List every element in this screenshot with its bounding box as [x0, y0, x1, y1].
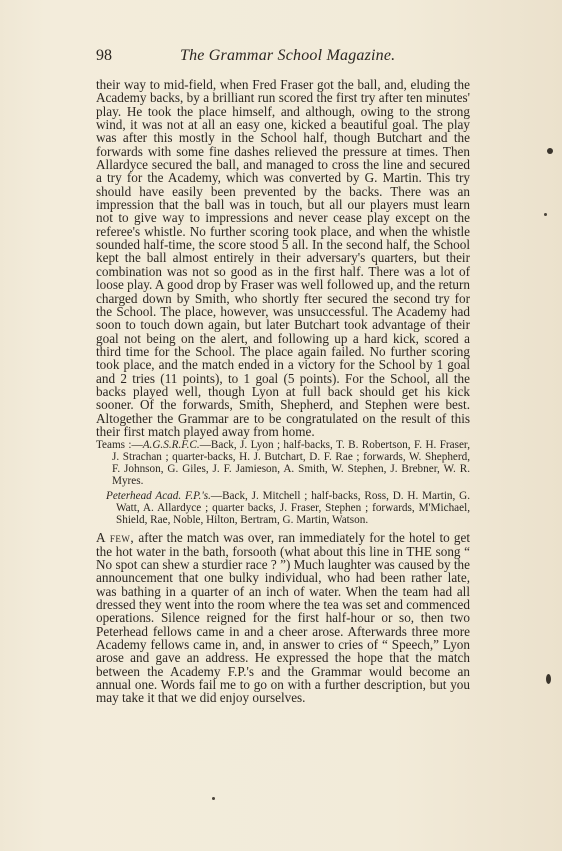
page-header — [96, 47, 470, 67]
teams-academy-players: —Back, J. Mitchell ; half-backs, Ross, D. H. Martin, G. Watt, A. Allardyce ; quarter backs, J. Fraser, Stephen ; forwards, M'Michael, Shield, Rae, Noble, Hilton, Bertram, G. Martin, Watson. — [116, 490, 470, 527]
page-speck — [212, 797, 215, 800]
teams-label: Teams :— — [96, 439, 143, 452]
match-report-paragraph: their way to mid-field, when Fred Fraser got the ball, and, eluding the Academy backs, by a brilliant run scored the first try after ten minutes' play. He took the place himself, and although, owing to the strong wind, it was not at all an easy one, kicked a beautiful goal. The play was after this mostly in the School half, though Butchart and the forwards with some fine dashes relieved the pressure at times. Then Allardyce secured the ball, and managed to cross the line and secured a try for the Academy, which was converted by G. Martin. This try should have easily been prevented by the backs. There was an impression that the ball was in touch, but all our players must learn not to give way to impressions and never cease play except on the referee's whistle. No further scoring took place, and when the whistle sounded half-time, the score stood 5 all. In the second half, the School kept the ball almost entirely in their adversary's quarters, but their combination was not so good as in the first half. There was a lot of loose play. A good drop by Fraser was well followed up, and the return charged down by Smith, who shortly fter secured the second try for the School. The place, however, was unsuccessful. The Academy had soon to touch down again, but later Butchart took advantage of their goal not being on the alert, and following up a hard kick, scored a third time for the School. The place again failed. No further scoring took place, and the match ended in a victory for the School by 1 goal and 2 tries (11 points), to 1 goal (5 points). For the School, all the backs played well, though Lyon at full back should get his kick sooner. Of the forwards, Smith, Shepherd, and Stephen were best. Altogether the Grammar are to be congratulated on the result of this their first match played away from home. — [96, 77, 470, 439]
running-title: The Grammar School Magazine. — [180, 47, 396, 64]
margin-blemish — [546, 674, 551, 684]
article-body — [96, 78, 470, 705]
after-match-text: after the match was over, ran immediately for the hotel to get the hot water in the bath, forsooth (what about this line in THE song “ No spot can shew a sturdier race ? ”) Much laughter was caused by the announcement that one bulky individual, who had been rather late, was bathing in a quarter of an inch of water. When the team had all dressed they went into the room where the tea was set and commenced operations. Silence reigned for the first half-hour or so, then two Peterhead fellows came in and a cheer arose. Afterwards three more Academy fellows came in, and, in answer to cries of “ Speech,” Lyon arose and gave an address. He expressed the hope that the match between the Academy F.P.'s and the Grammar would become an annual one. Words fail me to go on with a further description, but you may take it that we did enjoy ourselves. — [96, 530, 470, 706]
margin-speck — [544, 213, 547, 216]
margin-blemish — [547, 148, 553, 154]
teams-school-name: A.G.S.R.F.C. — [142, 439, 200, 452]
teams-academy-lineup — [96, 490, 470, 526]
after-match-lead: A few, — [96, 530, 135, 546]
teams-school-players: —Back, J. Lyon ; half-backs, T. B. Robertson, F. H. Fraser, J. Strachan ; quarter-backs, H. J. Butchart, D. F. Rae ; forwards, W. Shepherd, F. Johnson, G. Giles, J. F. Jamieson, A. Smith, W. Stephen, J. Brebner, W. R. Myres. — [112, 439, 471, 488]
teams-school-lineup — [96, 439, 470, 487]
after-match-paragraph — [96, 531, 470, 704]
teams-academy-name: Peterhead Acad. F.P.'s. — [106, 490, 211, 503]
page-number: 98 — [96, 47, 112, 64]
